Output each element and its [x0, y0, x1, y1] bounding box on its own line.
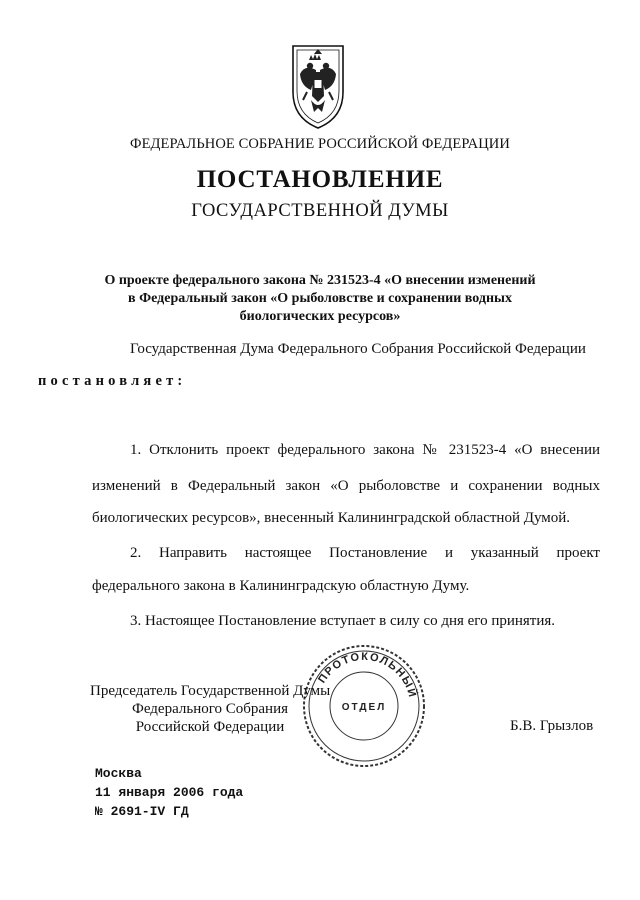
- stamp-center-text: ОТДЕЛ: [341, 702, 387, 713]
- subject-line: в Федеральный закон «О рыболовстве и сохранении водных: [128, 291, 512, 306]
- signatory-title-line: Федерального Собрания: [131, 701, 289, 717]
- document-type-title: ПОСТАНОВЛЕНИЕ: [196, 166, 444, 193]
- coat-of-arms-emblem: [289, 40, 347, 132]
- item-1-line: 1. Отклонить проект федерального закона № 231523-4 «О внесении: [130, 442, 600, 458]
- svg-text:ПРОТОКОЛЬНЫЙ: [316, 651, 419, 700]
- footer-city: Москва: [95, 766, 142, 781]
- signatory-name: Б.В. Грызлов: [510, 718, 594, 734]
- item-1-line: биологических ресурсов», внесенный Калининградской областной Думой.: [92, 510, 571, 526]
- organization-name: ФЕДЕРАЛЬНОЕ СОБРАНИЕ РОССИЙСКОЙ ФЕДЕРАЦИИ: [130, 136, 510, 152]
- item-2-line: федерального закона в Калининградскую областную Думу.: [92, 578, 470, 594]
- issuer-subtitle: ГОСУДАРСТВЕННОЙ ДУМЫ: [191, 201, 449, 221]
- preamble-text: Государственная Дума Федерального Собрания Российской Федерации: [130, 341, 586, 357]
- footer-number: № 2691-IV ГД: [95, 804, 189, 819]
- subject-line: биологических ресурсов»: [239, 309, 401, 324]
- item-3-line: 3. Настоящее Постановление вступает в силу со дня его принятия.: [130, 613, 556, 629]
- item-2-line: 2. Направить настоящее Постановление и указанный проект: [130, 545, 600, 561]
- signatory-title-line: Российской Федерации: [135, 719, 285, 735]
- signatory-title: [90, 682, 330, 736]
- resolves-word: постановляет:: [38, 373, 187, 389]
- signatory-title-line: Председатель Государственной Думы: [90, 683, 331, 699]
- subject-line: О проекте федерального закона № 231523-4 «О внесении изменений: [104, 273, 536, 288]
- footer-date: 11 января 2006 года: [95, 785, 244, 800]
- document-subject: [60, 272, 580, 326]
- item-1-line: изменений в Федеральный закон «О рыболовстве и сохранении водных: [92, 478, 600, 494]
- stamp-ring-text: ПРОТОКОЛЬНЫЙ: [316, 650, 419, 700]
